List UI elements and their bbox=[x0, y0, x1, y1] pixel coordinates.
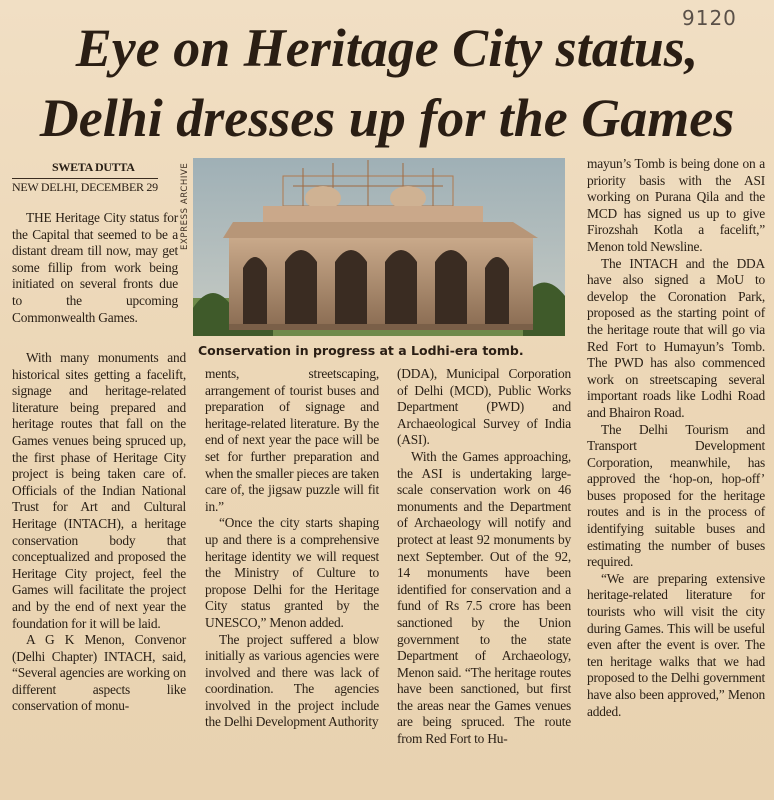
article-paragraph: A G K Menon, Convenor (Delhi Chapter) INTACH, said, “Several agencies are working on different aspects like conservation of monu- bbox=[12, 632, 186, 714]
article-paragraph: With many monuments and historical sites getting a facelift, signage and heritage-related literature being prepared and heritage routes that fall on the Games venues being spruced up, the first phase of Heritage City project is being taken care of. Officials of the Indian National Trust for Art and Cultural Heritage (INTACH), a heritage conservation body that conceptualized and proposed the Heritage City project, feel the Games will facilitate the project and by the end of next year the foundation for it will be laid. bbox=[12, 350, 186, 631]
article-paragraph: With the Games approaching, the ASI is undertaking large-scale conservation work on 46 monuments and the Department of Archaeology will notify and protect at least 92 monuments by next September. Out of the 92, 14 monuments have been identified for conservation and a fund of Rs 7.5 crore has been sanctioned by the Union government to the state Department of Archaeology, Menon said. “The heritage routes have been sanctioned, but first the areas near the Games venues are being spruced. The route from Red Fort to Hu- bbox=[397, 448, 571, 747]
article-column-3 bbox=[397, 366, 571, 748]
article-paragraph: (DDA), Municipal Corporation of Delhi (MCD), Public Works Department (PWD) and Archaeological Survey of India (ASI). bbox=[397, 366, 571, 448]
headline-line-1: Eye on Heritage City status, bbox=[75, 18, 699, 78]
article-paragraph: ments, streetscaping, arrangement of tourist buses and preparation of signage and heritage-related literature. By the end of next year the pace will be set for further preparation and when the smaller pieces are taken care of, the jigsaw puzzle will fit in.” bbox=[205, 366, 379, 514]
dateline: NEW DELHI, DECEMBER 29 bbox=[12, 180, 158, 194]
article-column-1 bbox=[12, 350, 186, 715]
article-column-1-intro bbox=[12, 210, 178, 326]
tomb-illustration bbox=[193, 158, 565, 336]
article-paragraph: mayun’s Tomb is being done on a priority basis with the ASI working on Purana Qila and the MCD has signed us up to give Firozshah Kotla a facelift,” Menon told Newsline. bbox=[587, 156, 765, 254]
byline: SWETA DUTTA bbox=[52, 160, 135, 174]
photo-credit: EXPRESS ARCHIVE bbox=[180, 162, 190, 250]
article-column-2 bbox=[205, 366, 379, 731]
article-paragraph: The Delhi Tourism and Transport Development Corporation, meanwhile, has approved the ‘hop-on, hop-off’ buses proposed for the heritage routes and is in the process of identifying suitable buses and estimating the number of buses required. bbox=[587, 421, 765, 570]
handwritten-note: 9120 bbox=[682, 6, 737, 30]
article-paragraph: THE Heritage City status for the Capital that seemed to be a distant dream till now, may get some fillip from work being initiated on several fronts due to the upcoming Commonwealth Games. bbox=[12, 210, 178, 325]
article-paragraph: The project suffered a blow initially as various agencies were involved and there was lack of coordination. The agencies involved in the project include the Delhi Development Authority bbox=[205, 631, 379, 730]
article-column-4 bbox=[587, 156, 765, 720]
tomb-photo bbox=[193, 158, 565, 336]
photo-caption: Conservation in progress at a Lodhi-era tomb. bbox=[198, 343, 524, 358]
article-paragraph: “Once the city starts shaping up and there is a comprehensive heritage identity we will request the Ministry of Culture to propose Delhi for the Heritage City status granted by the UNESCO,” Menon added. bbox=[205, 515, 379, 630]
headline-line-2: Delhi dresses up for the Games bbox=[39, 88, 735, 148]
article-paragraph: The INTACH and the DDA have also signed a MoU to develop the Coronation Park, proposed as the starting point of the heritage route that will go via Red Fort to Humayun’s Tomb. The PWD has also commenced work on streetscaping several important roads like Lodhi Road and Bhairon Road. bbox=[587, 255, 765, 420]
article-paragraph: “We are preparing extensive heritage-related literature for tourists who will visit the city during Games. This will be useful even after the event is over. The ten heritage walks that we had proposed to the Delhi government have also been approved,” Menon added. bbox=[587, 570, 765, 719]
